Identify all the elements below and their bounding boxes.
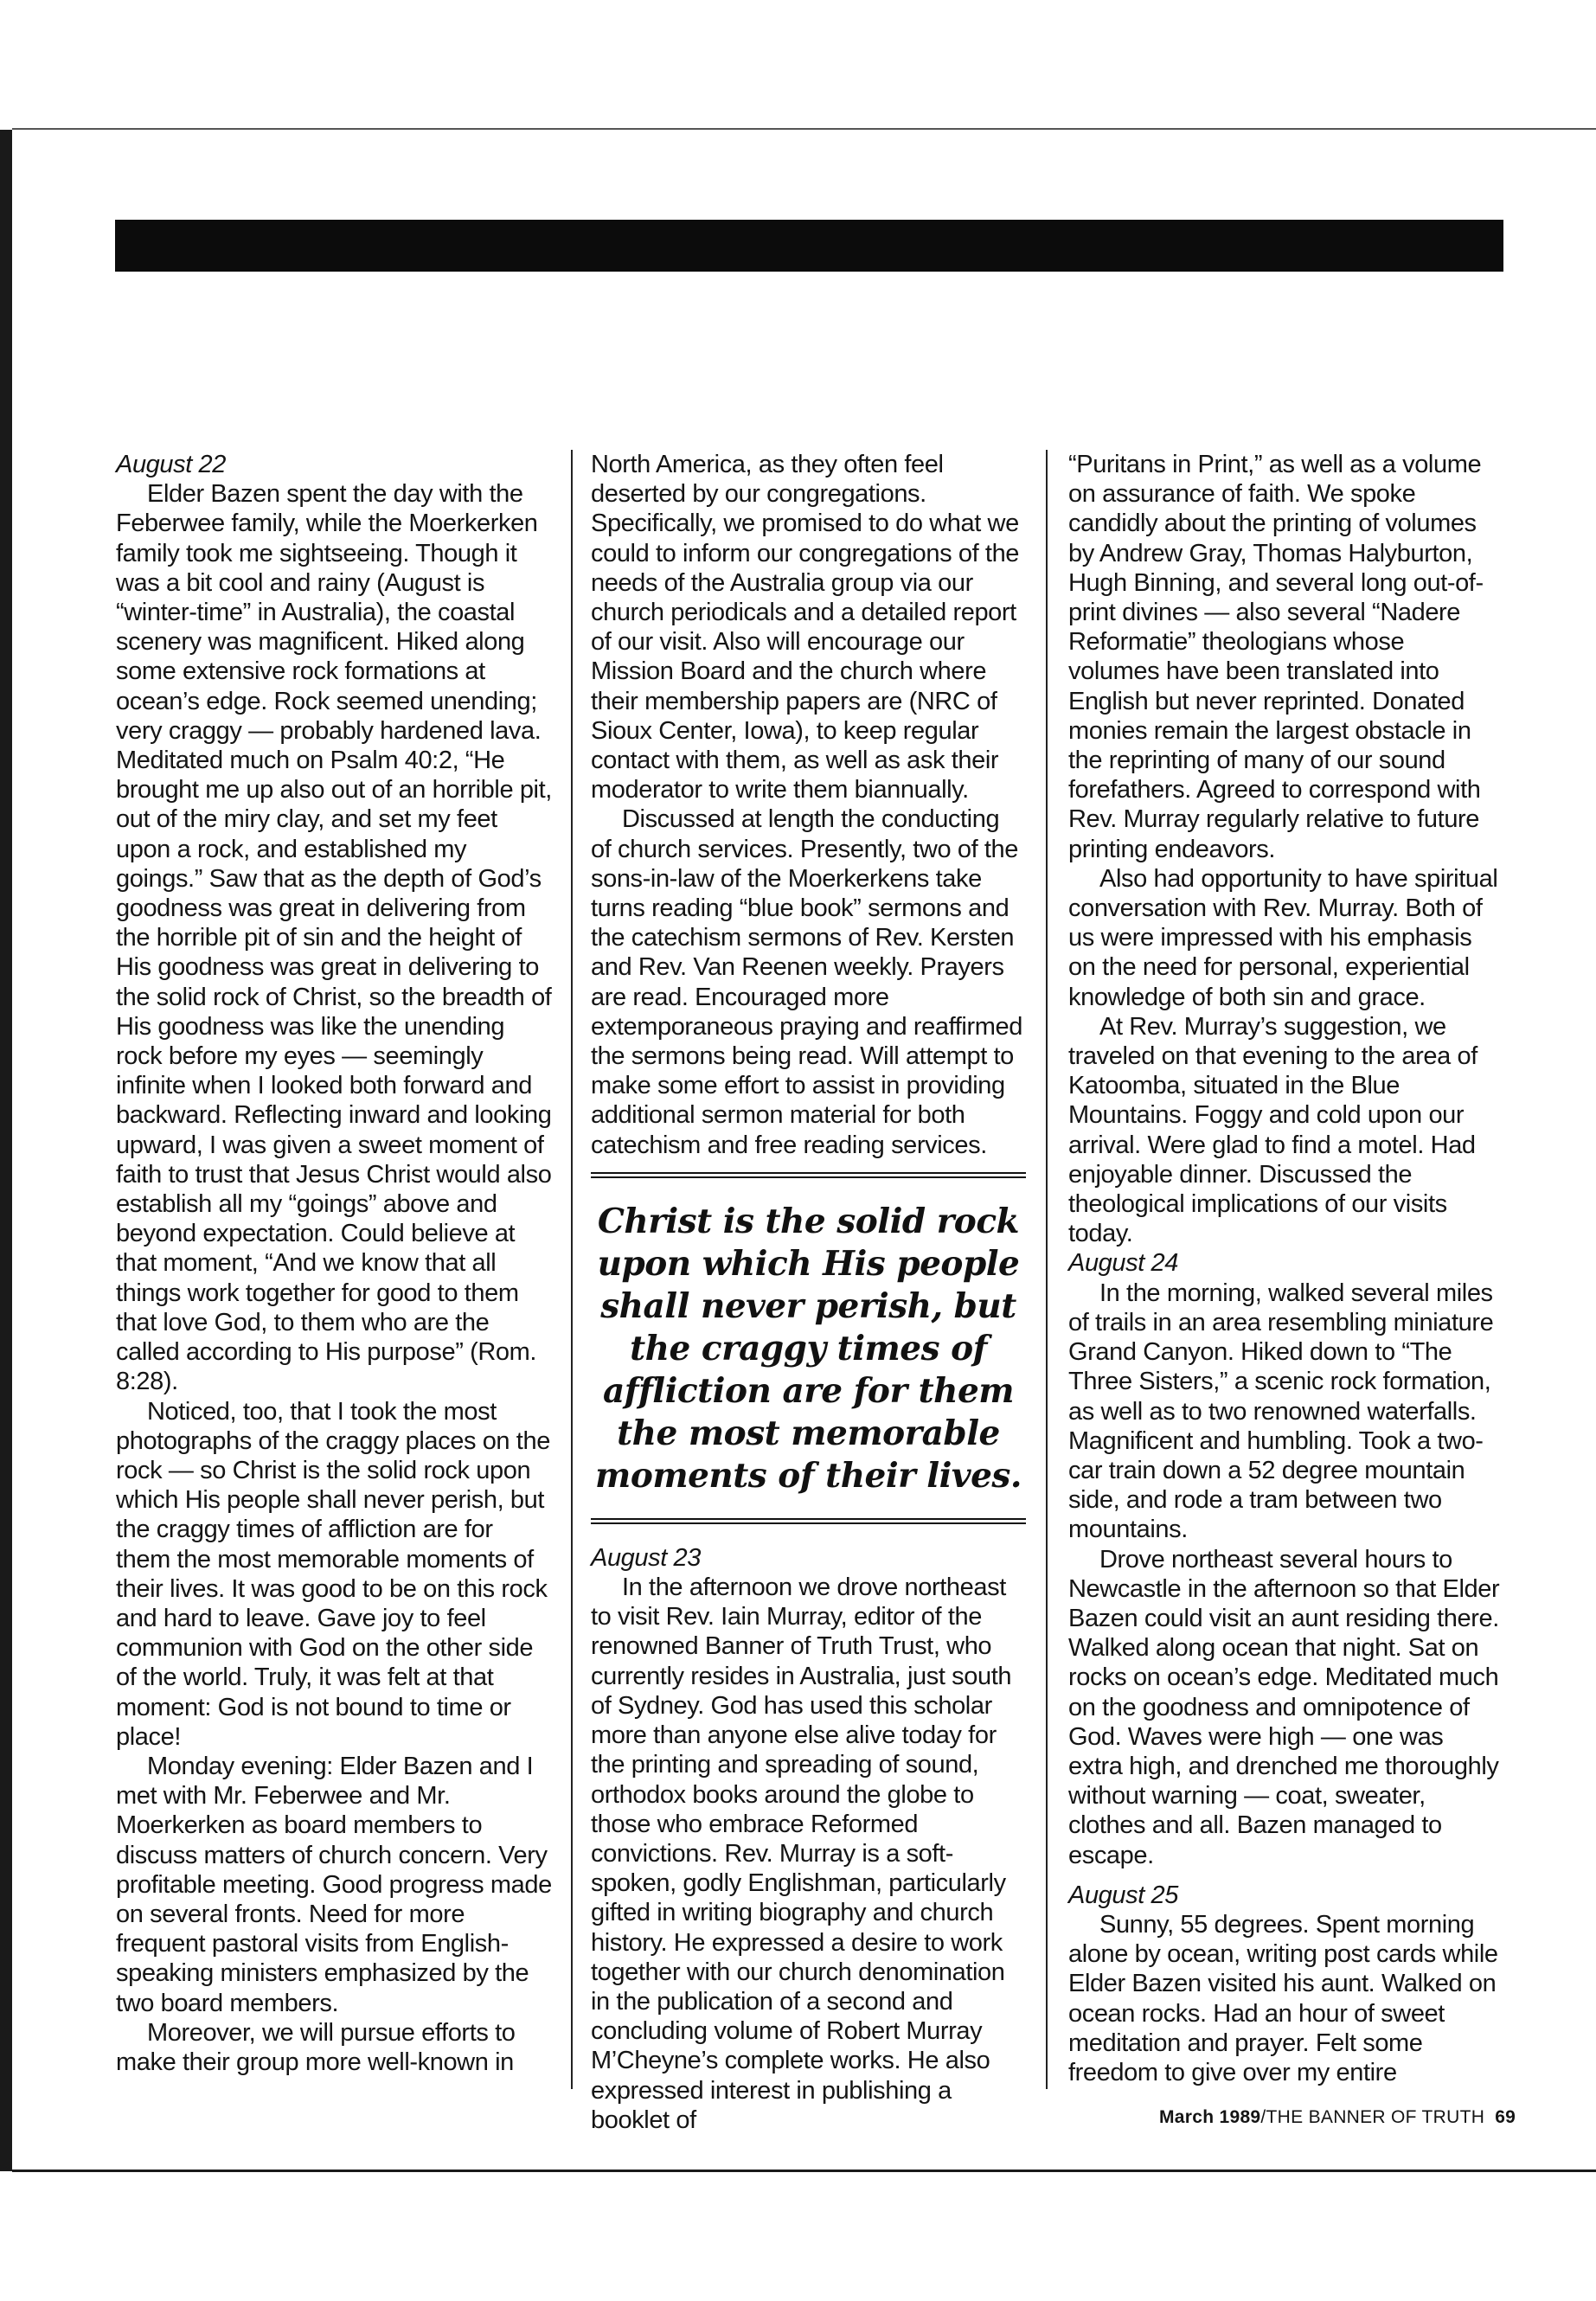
page-footer [1159, 2107, 1516, 2128]
date-august-22: August 22 [116, 451, 226, 478]
paragraph: Moreover, we will pursue efforts to make their group more well-known in [116, 2018, 516, 2076]
date-august-23: August 23 [591, 1543, 701, 1572]
date-august-24: August 24 [1068, 1249, 1178, 1278]
page-top-edge [12, 128, 1596, 130]
paragraph: In the afternoon we drove northeast to visit Rev. Iain Murray, editor of the renowned Banner of Truth Trust, who currently resides in Australia, just south of Sydney. God has used this scholar more than anyone else alive today for the printing and spreading of sound, orthodox books around the globe to those who embrace Reformed convictions. Rev. Murray is a soft-spoken, godly Englishman, particularly gifted in writing biography and church history. He expressed a desire to work together with our church denomination in the publication of a second and concluding volume of Robert Murray M’Cheyne’s complete works. He also expressed interest in publishing a booklet of [591, 1574, 1012, 2134]
column-3 [1068, 450, 1501, 2087]
column-1 [116, 450, 554, 2077]
column-2 [591, 450, 1026, 2135]
paragraph: North America, as they often feel deserted by our congregations. Specifically, we promised to do what we could to inform our congregations of the needs of the Australia group via our church periodicals and a detailed report of our visit. Also will encourage our Mission Board and the church where their membership papers are (NRC of Sioux Center, Iowa), to keep regular contact with them, as well as ask their moderator to write them biannually. [591, 451, 1020, 804]
paragraph: Sunny, 55 degrees. Spent morning alone by ocean, writing post cards while Elder Bazen visited his aunt. Walked on ocean rocks. Had an hour of sweet meditation and prayer. Felt some freedom to give over my entire [1068, 1910, 1498, 2086]
paragraph: Noticed, too, that I took the most photographs of the craggy places on the rock — so Christ is the solid rock upon which His people shall never perish, but the craggy times of affliction are for them the most memorable moments of their lives. It was good to be on this rock and hard to leave. Gave joy to feel communion with God on the other side of the world. Truly, it was felt at that moment: God is not bound to time or place! [116, 1397, 550, 1751]
paragraph: At Rev. Murray’s suggestion, we traveled on that evening to the area of Katoomba, situated in the Blue Mountains. Foggy and cold upon our arrival. Were glad to find a motel. Had enjoyable dinner. Discussed the theological implications of our visits today. [1068, 1012, 1477, 1248]
page-number: 69 [1495, 2107, 1516, 2127]
footer-date: March 1989 [1159, 2107, 1261, 2127]
paragraph: In the morning, walked several miles of trails in an area resembling miniature Grand Canyon. Hiked down to “The Three Sisters,” a scenic rock formation, as well as to two renowned waterfalls. Magnificent and humbling. Took a two-car train down a 52 degree mountain side, and rode a tram between two mountains. [1068, 1279, 1494, 1544]
paragraph: “Puritans in Print,” as well as a volume on assurance of faith. We spoke candidly about the printing of volumes by Andrew Gray, Thomas Halyburton, Hugh Binning, and several long out-of-print divines — also several “Nadere Reformatie” theologians whose volumes have been translated into English but never reprinted. Donated monies remain the largest obstacle in the reprinting of many of our sound forefathers. Agreed to correspond with Rev. Murray regularly relative to future printing endeavors. [1068, 451, 1484, 863]
footer-publication: /THE BANNER OF TRUTH [1260, 2107, 1485, 2127]
date-august-25: August 25 [1068, 1881, 1178, 1909]
paragraph: Also had opportunity to have spiritual conversation with Rev. Murray. Both of us were impressed with his emphasis on the need for personal, experiential knowledge of both sin and grace. [1068, 864, 1498, 1011]
paragraph: Drove northeast several hours to Newcastle in the afternoon so that Elder Bazen could visit an aunt residing there. Walked along ocean that night. Sat on rocks on ocean’s edge. Meditated much on the goodness and omnipotence of God. Waves were high — one was extra high, and drenched me thoroughly without warning — coat, sweater, clothes and all. Bazen managed to escape. [1068, 1545, 1500, 1869]
paragraph: Elder Bazen spent the day with the Feberwee family, while the Moerkerken family took me sightseeing. Though it was a bit cool and rainy (August is “winter-time” in Australia), the coastal scenery was magnificent. Hiked along some extensive rock formations at ocean’s edge. Rock seemed unending; very craggy — probably hardened lava. Meditated much on Psalm 40:2, “He brought me up also out of an horrible pit, out of the miry clay, and set my feet upon a rock, and established my goings.” Saw that as the depth of God’s goodness was great in delivering from the horrible pit of sin and the height of His goodness was great in delivering to the solid rock of Christ, so the breadth of His goodness was like the unending rock before my eyes — seemingly infinite when I looked both forward and backward. Reflecting inward and looking upward, I was given a sweet moment of faith to trust that Jesus Christ would also establish all my “goings” above and beyond expectation. Could believe at that moment, “And we know that all things work together for good to them that love God, to them who are the called according to His purpose” (Rom. 8:28). [116, 480, 552, 1396]
header-black-bar [115, 220, 1503, 272]
paragraph: Monday evening: Elder Bazen and I met with Mr. Feberwee and Mr. Moerkerken as board members to discuss matters of church concern. Very profitable meeting. Good progress made on several fronts. Need for more frequent pastoral visits from English-speaking ministers emphasized by the two board members. [116, 1752, 552, 2017]
column-divider [1046, 450, 1048, 2089]
page-bottom-edge [12, 2170, 1596, 2172]
paragraph: Discussed at length the conducting of church services. Presently, two of the sons-in-law of the Moerkerkens take turns reading “blue book” sermons and the catechism sermons of Rev. Kersten and Rev. Van Reenen weekly. Prayers are read. Encouraged more extemporaneous praying and reaffirmed the sermons being read. Will attempt to make some effort to assist in providing additional sermon material for both catechism and free reading services. [591, 805, 1022, 1159]
pull-quote: Christ is the solid rock upon which His people shall never perish, but the craggy times of affliction are for them the most memorable moments of their lives. [591, 1172, 1026, 1524]
scan-edge-left [0, 130, 12, 2171]
column-divider [571, 450, 573, 2089]
